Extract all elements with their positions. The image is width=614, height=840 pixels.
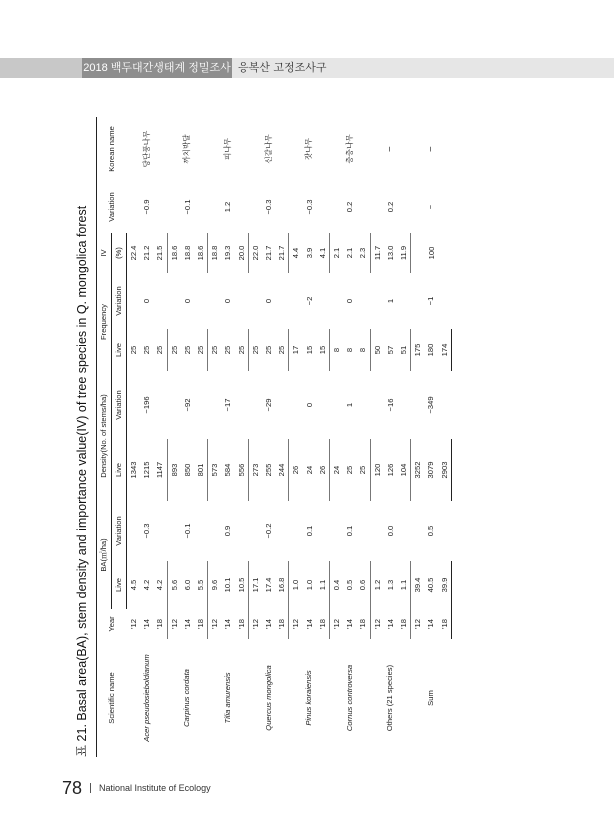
density-variation-cell: −92: [182, 398, 192, 412]
ba-live-cell: 16.8: [275, 561, 289, 609]
density-variation-cell: −349: [426, 396, 436, 414]
year-cell: '18: [153, 609, 167, 639]
density-live-cell: 104: [397, 439, 411, 501]
col-header-iv-variation: Variation: [97, 181, 127, 233]
year-cell: '18: [235, 609, 249, 639]
frequency-live-cell: 180: [426, 343, 436, 357]
year-cell: '18: [356, 609, 370, 639]
page-number: 78: [62, 777, 83, 798]
scientific-name-cell: Acer pseudosieboldianum: [141, 654, 151, 742]
korean-name-cell: −: [385, 145, 395, 153]
density-live-cell: 573: [210, 463, 220, 477]
density-live-cell: 126: [385, 463, 395, 477]
year-cell: '18: [397, 609, 411, 639]
ba-live-cell: 17.4: [264, 577, 274, 593]
frequency-live-cell: 175: [413, 343, 423, 357]
year-cell: '14: [345, 619, 355, 629]
iv-cell: 4.4: [291, 247, 301, 259]
korean-name-cell: −: [426, 145, 436, 153]
scientific-name-cell: Carpinus cordata: [182, 669, 192, 727]
year-cell: '12: [169, 619, 179, 629]
scientific-name-cell: Tilia amurensis: [223, 672, 233, 724]
iv-cell: 22.0: [250, 245, 260, 261]
ba-live-cell: 1.1: [397, 561, 411, 609]
year-cell: '14: [223, 619, 233, 629]
frequency-live-cell: 25: [210, 345, 220, 355]
iv-cell: 11.7: [372, 245, 382, 261]
iv-cell: 2.1: [345, 247, 355, 259]
density-variation-cell: −29: [264, 398, 274, 412]
year-cell: '14: [426, 619, 436, 629]
iv-cell: 18.6: [194, 233, 208, 273]
density-live-cell: 25: [356, 439, 370, 501]
frequency-live-cell: 57: [385, 345, 395, 355]
iv-cell: 22.4: [129, 245, 138, 261]
col-header-ba: BA(㎡/ha): [97, 501, 112, 609]
ba-live-cell: 40.5: [426, 577, 436, 593]
korean-name-cell: 까치박달: [182, 134, 192, 164]
iv-cell: 100: [426, 246, 436, 260]
ba-live-cell: 5.6: [169, 579, 179, 591]
ba-live-cell: 5.5: [194, 561, 208, 609]
iv-cell: 21.7: [264, 245, 274, 261]
density-variation-cell: −17: [223, 398, 233, 412]
frequency-live-cell: 25: [129, 345, 138, 355]
scientific-name-cell: Sum: [426, 690, 436, 706]
col-header-iv-unit: (%): [112, 233, 127, 273]
korean-name-cell: 잣나무: [304, 138, 314, 161]
year-cell: '14: [264, 619, 274, 629]
table-row: [411, 117, 425, 757]
ba-live-cell: 9.6: [210, 579, 220, 591]
table-row: [127, 117, 141, 757]
iv-cell: 18.6: [169, 245, 179, 261]
ba-variation-cell: 0.5: [426, 525, 436, 537]
density-live-cell: 850: [182, 463, 192, 477]
density-variation-cell: −16: [385, 398, 395, 412]
iv-cell: 21.5: [153, 233, 167, 273]
year-cell: '12: [250, 619, 260, 629]
rotated-table-block: [68, 52, 464, 757]
density-live-cell: 3252: [413, 461, 423, 479]
density-live-cell: 26: [291, 465, 301, 475]
iv-cell: 2.1: [332, 247, 342, 259]
density-live-cell: 120: [372, 463, 382, 477]
table-row: [370, 117, 384, 757]
iv-cell: 11.9: [397, 233, 411, 273]
table-row: [289, 117, 303, 757]
iv-variation-cell: 1.2: [223, 201, 233, 213]
year-cell: '12: [291, 619, 301, 629]
year-cell: '14: [385, 619, 395, 629]
col-header-density: Density(No. of stems/ha): [97, 371, 112, 501]
density-variation-cell: 0: [304, 402, 314, 408]
frequency-live-cell: 8: [356, 329, 370, 371]
density-live-cell: 893: [169, 463, 179, 477]
iv-variation-cell: −0.3: [264, 199, 274, 215]
scientific-name-cell: Pinus koraiensis: [304, 670, 314, 726]
iv-variation-cell: −: [426, 204, 436, 210]
ba-live-cell: 6.0: [182, 579, 192, 591]
iv-variation-cell: 0.2: [385, 201, 395, 213]
year-cell: '18: [194, 609, 208, 639]
iv-cell: 21.7: [275, 233, 289, 273]
frequency-live-cell: 8: [332, 347, 342, 353]
ba-live-cell: 4.5: [129, 579, 138, 591]
density-live-cell: 1147: [153, 439, 167, 501]
frequency-variation-cell: 0: [345, 298, 355, 304]
table-body: [127, 117, 452, 757]
ba-live-cell: 17.1: [250, 577, 260, 593]
ba-variation-cell: 0.0: [385, 525, 395, 537]
iv-cell: 13.0: [385, 245, 395, 261]
col-header-korean-name: Korean name: [97, 117, 127, 181]
table-row: [208, 117, 222, 757]
frequency-variation-cell: 1: [385, 298, 395, 304]
col-header-frequency: Frequency: [97, 273, 112, 371]
ba-live-cell: 10.1: [223, 577, 233, 593]
korean-name-cell: 당단풍나무: [141, 130, 151, 168]
frequency-live-cell: 25: [142, 345, 152, 355]
page-footer: [62, 776, 211, 800]
col-header-frequency-variation: Variation: [112, 273, 127, 329]
density-live-cell: 556: [235, 439, 249, 501]
iv-cell: 21.2: [142, 245, 152, 261]
ba-variation-cell: −0.3: [142, 523, 152, 539]
col-header-density-variation: Variation: [112, 371, 127, 439]
ba-live-cell: 39.4: [413, 577, 423, 593]
density-live-cell: 273: [250, 463, 260, 477]
year-cell: '14: [142, 619, 152, 629]
ba-live-cell: 1.0: [291, 579, 301, 591]
iv-cell: 19.3: [223, 245, 233, 261]
ba-live-cell: 39.9: [438, 561, 452, 609]
frequency-variation-cell: 0: [223, 298, 233, 304]
korean-name-cell: 층층나무: [344, 134, 354, 164]
frequency-live-cell: 25: [153, 329, 167, 371]
korean-name-cell: 피나무: [223, 138, 233, 161]
ba-live-cell: 10.5: [235, 561, 249, 609]
density-live-cell: 801: [194, 439, 208, 501]
iv-variation-cell: 0.2: [345, 201, 355, 213]
frequency-variation-cell: −2: [304, 296, 314, 306]
year-cell: '18: [438, 609, 452, 639]
density-live-cell: 1343: [129, 461, 138, 479]
frequency-live-cell: 51: [397, 329, 411, 371]
year-cell: '14: [304, 619, 314, 629]
density-live-cell: 244: [275, 439, 289, 501]
frequency-live-cell: 8: [345, 347, 355, 353]
frequency-variation-cell: −1: [426, 296, 436, 306]
frequency-variation-cell: 0: [182, 298, 192, 304]
frequency-live-cell: 25: [169, 345, 179, 355]
col-header-ba-live: Live: [112, 561, 127, 609]
scientific-name-cell: Cornus controversa: [344, 664, 354, 732]
ba-variation-cell: 0.1: [345, 525, 355, 537]
scientific-name-cell: Quercus mongolica: [263, 665, 273, 731]
species-table: [96, 117, 452, 757]
scientific-name-cell: Others (21 species): [385, 664, 395, 732]
density-live-cell: 3079: [426, 461, 436, 479]
year-cell: '12: [413, 619, 423, 629]
iv-cell: 20.0: [235, 233, 249, 273]
density-live-cell: 584: [223, 463, 233, 477]
ba-variation-cell: 0.9: [223, 525, 233, 537]
density-live-cell: 24: [332, 465, 342, 475]
frequency-live-cell: 174: [438, 329, 452, 371]
iv-variation-cell: −0.1: [182, 199, 192, 215]
ba-live-cell: 0.5: [345, 579, 355, 591]
header-report-title: 2018 백두대간생태계 정밀조사: [82, 58, 232, 78]
footer-divider: [90, 783, 91, 793]
year-cell: '18: [316, 609, 330, 639]
density-live-cell: 1215: [142, 461, 152, 479]
year-cell: '12: [332, 619, 342, 629]
frequency-live-cell: 15: [316, 329, 330, 371]
col-header-scientific-name: Scientific name: [97, 639, 127, 757]
ba-live-cell: 0.4: [332, 579, 342, 591]
ba-variation-cell: 0.1: [304, 525, 314, 537]
frequency-live-cell: 17: [291, 345, 301, 355]
year-cell: '12: [372, 619, 382, 629]
year-cell: '18: [275, 609, 289, 639]
frequency-live-cell: 25: [235, 329, 249, 371]
density-variation-cell: −196: [142, 396, 152, 414]
year-cell: '12: [210, 619, 220, 629]
iv-cell: 18.8: [182, 245, 192, 261]
frequency-live-cell: 50: [372, 345, 382, 355]
density-live-cell: 24: [304, 465, 314, 475]
ba-variation-cell: −0.2: [264, 523, 274, 539]
header-section-title: 응복산 고정조사구: [232, 58, 614, 78]
table-caption: 표 21. Basal area(BA), stem density and importance value(IV) of tree species in Q. mongolica forest: [75, 205, 89, 757]
iv-cell: 18.8: [210, 245, 220, 261]
iv-variation-cell: −0.9: [142, 199, 152, 215]
ba-live-cell: 4.2: [153, 561, 167, 609]
density-live-cell: 2903: [438, 439, 452, 501]
ba-live-cell: 1.1: [316, 561, 330, 609]
iv-cell: 3.9: [304, 247, 314, 259]
col-header-ba-variation: Variation: [112, 501, 127, 561]
col-header-iv: IV: [97, 233, 112, 273]
frequency-live-cell: 15: [304, 345, 314, 355]
ba-live-cell: 1.2: [372, 579, 382, 591]
ba-live-cell: 4.2: [142, 579, 152, 591]
ba-live-cell: 1.0: [304, 579, 314, 591]
table-row: [248, 117, 262, 757]
korean-name-cell: 신갈나무: [263, 134, 273, 164]
density-live-cell: 255: [264, 463, 274, 477]
density-variation-cell: 1: [345, 402, 355, 408]
density-live-cell: 26: [316, 439, 330, 501]
frequency-live-cell: 25: [182, 345, 192, 355]
col-header-year: Year: [97, 609, 127, 639]
table-row: [330, 117, 344, 757]
frequency-live-cell: 25: [275, 329, 289, 371]
footer-org: National Institute of Ecology: [99, 783, 211, 793]
density-live-cell: 25: [345, 465, 355, 475]
year-cell: '14: [182, 619, 192, 629]
col-header-density-live: Live: [112, 439, 127, 501]
ba-live-cell: 0.6: [356, 561, 370, 609]
frequency-variation-cell: 0: [264, 298, 274, 304]
frequency-live-cell: 25: [223, 345, 233, 355]
frequency-live-cell: 25: [250, 345, 260, 355]
frequency-live-cell: 25: [264, 345, 274, 355]
iv-cell: 4.1: [316, 233, 330, 273]
frequency-live-cell: 25: [194, 329, 208, 371]
ba-live-cell: 1.3: [385, 579, 395, 591]
year-cell: '12: [128, 619, 138, 629]
col-header-frequency-live: Live: [112, 329, 127, 371]
ba-variation-cell: −0.1: [182, 523, 192, 539]
table-row: [167, 117, 181, 757]
iv-cell: 2.3: [356, 233, 370, 273]
frequency-variation-cell: 0: [142, 298, 152, 304]
iv-variation-cell: −0.3: [304, 199, 314, 215]
